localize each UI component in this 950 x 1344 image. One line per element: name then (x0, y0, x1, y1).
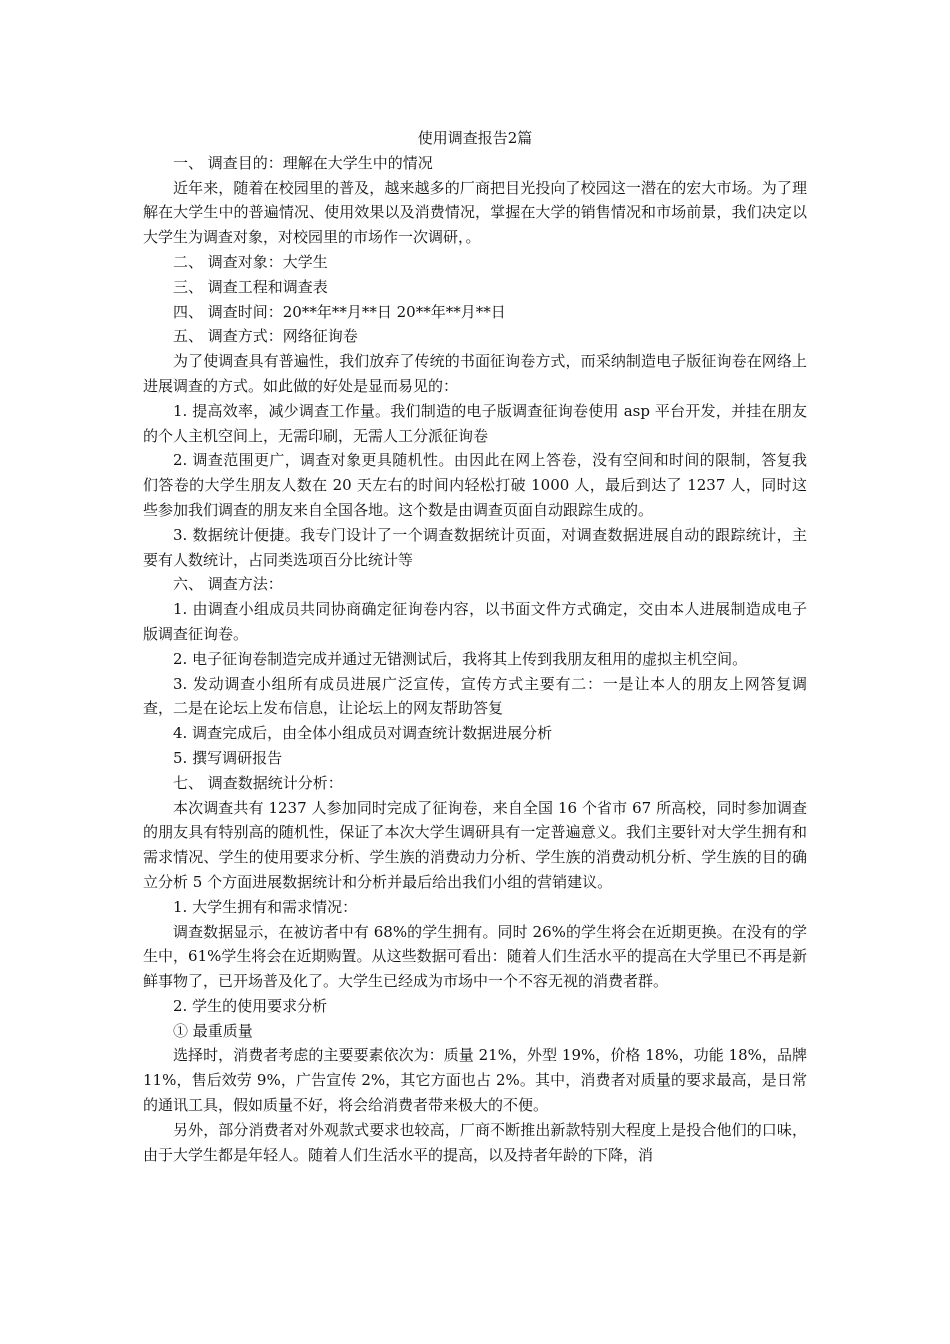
paragraph: 1. 大学生拥有和需求情况： (173, 897, 358, 916)
paragraph: 七、 调查数据统计分析： (173, 773, 343, 792)
document-title: 使用调查报告2篇 (417, 129, 533, 147)
paragraph: 2. 学生的使用要求分析 (173, 996, 328, 1015)
document-page (143, 126, 807, 1167)
paragraph: 近年来，随着在校园里的普及，越来越多的厂商把目光投向了校园这一潜在的宏大市场。为了理解在大学生中的普遍情况、使用效果以及消费情况，掌握在大学的销售情况和市场前景，我们决定以大学生为调查对象，对校园里的市场作一次调研，。 (143, 178, 807, 247)
paragraph: 本次调查共有 1237 人参加同时完成了征询卷，来自全国 16 个省市 67 所高校，同时参加调查的朋友具有特别高的随机性，保证了本次大学生调研具有一定普遍意义。我们主要针对大学生拥有和需求情况、学生的使用要求分析、学生族的消费动力分析、学生族的消费动机分析、学生族的目的确立分析 5 个方面进展数据统计和分析并最后给出我们小组的营销建议。 (143, 798, 807, 891)
paragraph: 选择时，消费者考虑的主要要素依次为：质量 21%，外型 19%，价格 18%，功能 18%，品牌 11%，售后效劳 9%，广告宣传 2%，其它方面也占 2%。其中，消费者对质量的要求最高，是日常的通讯工具，假如质量不好，将会给消费者带来极大的不便。 (143, 1046, 807, 1115)
paragraph: 1. 由调查小组成员共同协商确定征询卷内容，以书面文件方式确定，交由本人进展制造成电子版调查征询卷。 (143, 600, 807, 643)
paragraph: 5. 撰写调研报告 (173, 748, 283, 767)
paragraph: 3. 发动调查小组所有成员进展广泛宣传，宣传方式主要有二：一是让本人的朋友上网答复调查，二是在论坛上发布信息，让论坛上的网友帮助答复 (143, 674, 807, 718)
paragraph: 三、 调查工程和调查表 (173, 277, 328, 296)
paragraph: 3. 数据统计便捷。我专门设计了一个调查数据统计页面，对调查数据进展自动的跟踪统计，主要有人数统计，占同类选项百分比统计等 (143, 525, 807, 569)
paragraph: 四、 调查时间：20**年**月**日 20**年**月**日 (173, 302, 506, 321)
paragraph: 4. 调查完成后，由全体小组成员对调查统计数据进展分析 (173, 724, 553, 743)
paragraph: 为了使调查具有普遍性，我们放弃了传统的书面征询卷方式，而采纳制造电子版征询卷在网络上进展调查的方式。如此做的好处是显而易见的： (143, 352, 807, 395)
paragraph: 五、 调查方式：网络征询卷 (173, 327, 358, 346)
paragraph: 调查数据显示，在被访者中有 68%的学生拥有。同时 26%的学生将会在近期更换。在没有的学生中，61%学生将会在近期购置。从这些数据可看出：随着人们生活水平的提高在大学里已不再是新鲜事物了，已开场普及化了。大学生已经成为市场中一个不容无视的消费者群。 (143, 922, 807, 991)
paragraph: ① 最重质量 (173, 1021, 253, 1040)
paragraph: 2. 调查范围更广，调查对象更具随机性。由因此在网上答卷，没有空间和时间的限制，答复我们答卷的大学生朋友人数在 20 天左右的时间内轻松打破 1000 人，最后到达了 1237 人，同时这些参加我们调查的朋友来自全国各地。这个数是由调查页面自动跟踪生成的。 (143, 451, 807, 519)
paragraph: 二、 调查对象：大学生 (173, 252, 328, 271)
paragraph: 六、 调查方法： (173, 575, 283, 594)
paragraph: 另外，部分消费者对外观款式要求也较高，厂商不断推出新款特别大程度上是投合他们的口味，由于大学生都是年轻人。随着人们生活水平的提高，以及持者年龄的下降，消 (143, 1120, 807, 1164)
paragraph: 2. 电子征询卷制造完成并通过无错测试后，我将其上传到我朋友租用的虚拟主机空间。 (173, 649, 748, 668)
paragraph: 一、 调查目的：理解在大学生中的情况 (173, 153, 433, 172)
paragraph: 1. 提高效率，减少调查工作量。我们制造的电子版调查征询卷使用 asp 平台开发，并挂在朋友的个人主机空间上，无需印刷，无需人工分派征询卷 (143, 401, 807, 445)
